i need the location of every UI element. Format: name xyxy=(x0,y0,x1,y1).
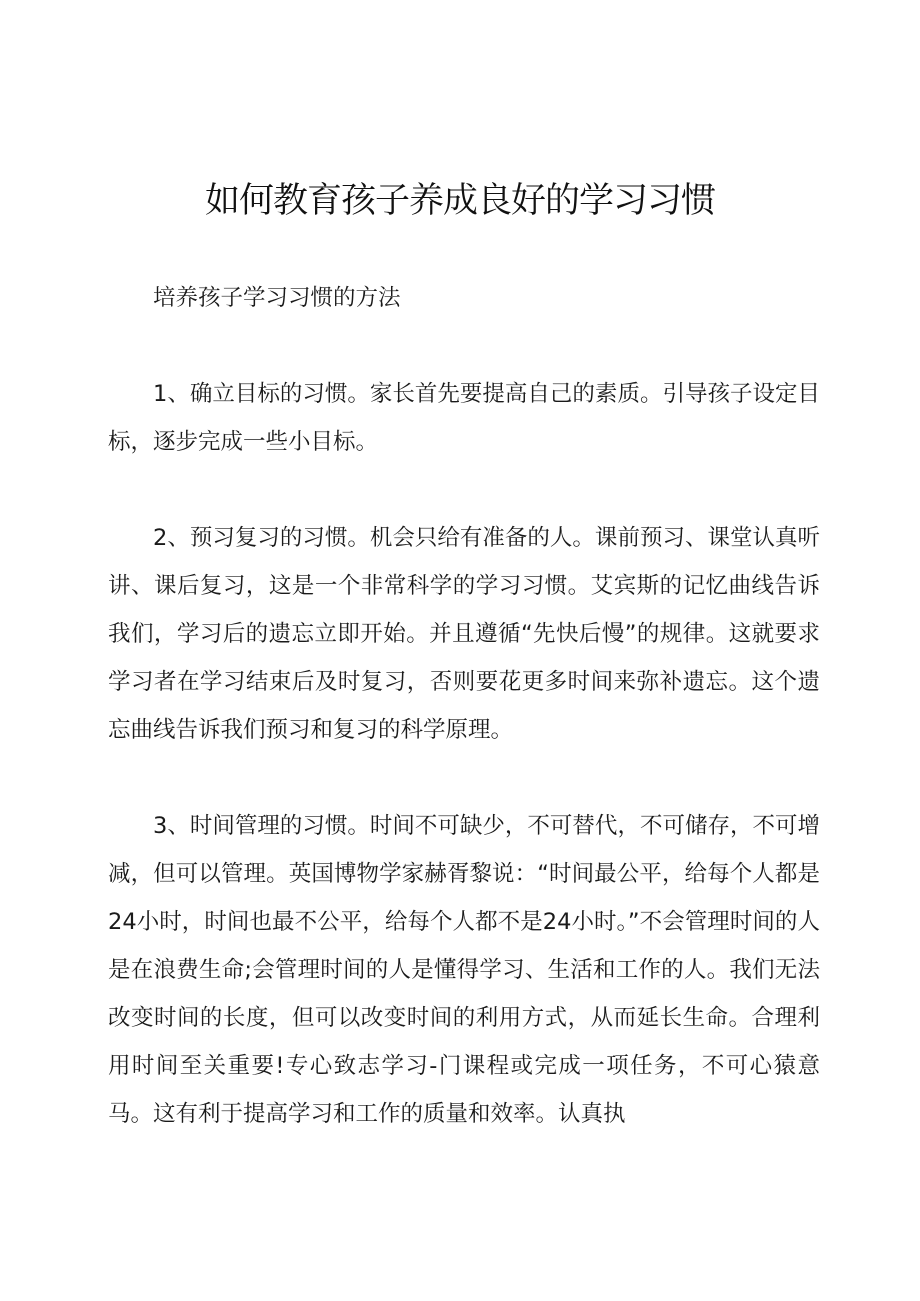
paragraph-3: 3、时间管理的习惯。时间不可缺少，不可替代，不可储存，不可增减，但可以管理。英国博物学家赫胥黎说：“时间最公平，给每个人都是24小时，时间也最不公平，给每个人都不是24小时。”不会管理时间的人是在浪费生命;会管理时间的人是懂得学习、生活和工作的人。我们无法改变时间的长度，但可以改变时间的利用方式，从而延长生命。合理利用时间至关重要!专心致志学习-门课程或完成一项任务，不可心猿意马。这有利于提高学习和工作的质量和效率。认真执 xyxy=(108,813,820,1127)
document-title: 如何教育孩子养成良好的学习习惯 xyxy=(204,181,715,221)
paragraph-2: 2、预习复习的习惯。机会只给有准备的人。课前预习、课堂认真听讲、课后复习，这是一个非常科学的学习习惯。艾宾斯的记忆曲线告诉我们，学习后的遗忘立即开始。并且遵循“先快后慢”的规律。这就要求学习者在学习结束后及时复习，否则要花更多时间来弥补遗忘。这个遗忘曲线告诉我们预习和复习的科学原理。 xyxy=(108,525,820,743)
paragraph-1: 1、确立目标的习惯。家长首先要提高自己的素质。引导孩子设定目标，逐步完成一些小目标。 xyxy=(108,381,820,455)
section-subtitle: 培养孩子学习习惯的方法 xyxy=(153,285,401,311)
